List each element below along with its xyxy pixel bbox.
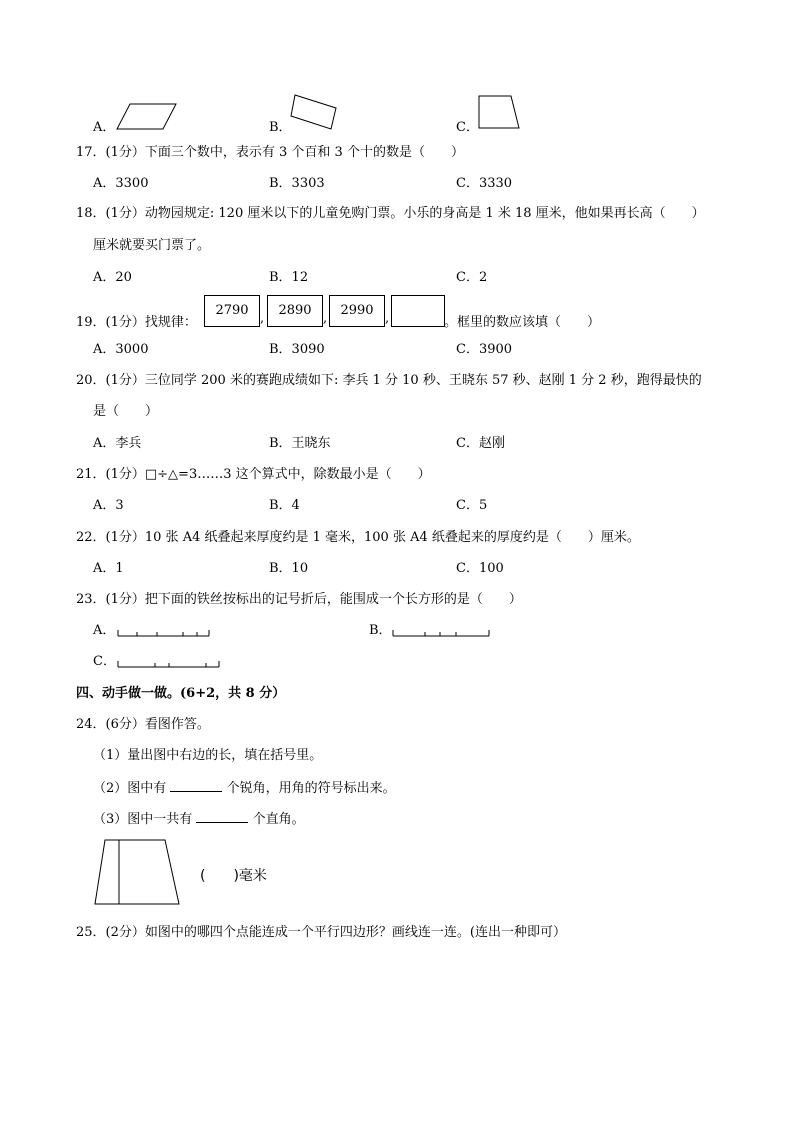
q21-option-a[interactable]: A．3 [93,498,124,513]
q19-comma-2: , [323,311,328,326]
q23-option-b[interactable]: B． [369,623,392,638]
q19-answer-box[interactable] [391,295,445,327]
q18-stem-line2: 厘米就要买门票了。 [93,238,211,253]
q20-option-b[interactable]: B．王晓东 [269,436,331,451]
q19-suffix: 。框里的数应该填（ ） [444,315,601,330]
q19-box-1: 2790 [204,295,260,327]
q19-prefix: 19．(1分）找规律： [76,315,197,330]
q21-option-c[interactable]: C．5 [456,498,488,513]
rotated-rectangle-shape [290,94,338,132]
q19-option-b[interactable]: B．3090 [269,342,325,357]
q18-option-c[interactable]: C．2 [456,270,488,285]
wire-a-diagram [117,626,213,638]
q16-option-c[interactable]: C． [456,120,479,135]
trapezoid-figure [94,839,182,907]
q19-comma-1: , [260,311,265,326]
q24-sub3 [93,810,305,828]
q17-option-b[interactable]: B．3303 [269,176,325,191]
q19-box-3: 2990 [329,295,385,327]
q24-sub3-blank[interactable] [196,810,248,823]
q24-sub2-prefix: （2）图中有 [93,781,167,796]
q21-option-b[interactable]: B．4 [269,498,300,513]
q19-option-a[interactable]: A．3000 [93,342,149,357]
q20-stem-line2: 是（ ） [93,404,159,419]
q22-option-c[interactable]: C．100 [456,561,504,576]
q19-box-2: 2890 [267,295,323,327]
q24-sub3-suffix: 个直角。 [252,812,305,827]
q24-sub2-blank[interactable] [170,779,222,792]
q23-option-c[interactable]: C． [93,654,116,669]
q24-answer-label[interactable]: ( )毫米 [200,868,267,884]
q17-stem: 17．(1分）下面三个数中，表示有 3 个百和 3 个十的数是（ ） [76,145,464,160]
q22-stem: 22．(1分）10 张 A4 纸叠起来厚度约是 1 毫米，100 张 A4 纸叠起来的厚度约是（ ）厘米。 [76,530,640,545]
q16-option-b[interactable]: B． [269,120,292,135]
q25-stem: 25．(2分）如图中的哪四个点能连成一个平行四边形？画线连一连。(连出一种即可） [76,925,566,940]
q19-option-c[interactable]: C．3900 [456,342,513,357]
q20-option-a[interactable]: A．李兵 [93,436,142,451]
q24-sub2 [93,779,396,797]
wire-b-diagram [392,626,492,638]
q17-option-a[interactable]: A．3300 [93,176,149,191]
q22-option-a[interactable]: A．1 [93,561,124,576]
q18-stem-line1: 18．(1分）动物园规定: 120 厘米以下的儿童免购门票。小乐的身高是 1 米 18 厘米，他如果再长高（ ） [76,206,705,221]
q19-comma-3: , [385,311,390,326]
q17-option-c[interactable]: C．3330 [456,176,513,191]
right-trapezoid-shape [477,95,521,131]
wire-c-diagram [117,657,223,669]
q23-option-a[interactable]: A． [93,623,116,638]
q18-option-b[interactable]: B．12 [269,270,309,285]
q18-option-a[interactable]: A．20 [93,270,132,285]
q20-stem-line1: 20．(1分）三位同学 200 米的赛跑成绩如下: 李兵 1 分 10 秒、王晓东 57 秒、赵刚 1 分 2 秒，跑得最快的 [76,373,702,388]
q20-option-c[interactable]: C．赵刚 [456,436,505,451]
q22-option-b[interactable]: B．10 [269,561,309,576]
q21-stem: 21．(1分）□÷△=3……3 这个算式中，除数最小是（ ） [76,467,431,482]
q24-sub1: （1）量出图中右边的长，填在括号里。 [93,748,323,763]
q23-stem: 23．(1分）把下面的铁丝按标出的记号折后，能围成一个长方形的是（ ） [76,592,522,607]
q24-stem: 24．(6分）看图作答。 [76,717,210,732]
q16-option-a[interactable]: A． [93,120,116,135]
q24-sub3-prefix: （3）图中一共有 [93,812,193,827]
section-4-title: 四、动手做一做。(6+2，共 8 分） [76,686,286,701]
q24-sub2-suffix: 个锐角，用角的符号标出来。 [226,781,396,796]
parallelogram-shape [116,103,178,131]
